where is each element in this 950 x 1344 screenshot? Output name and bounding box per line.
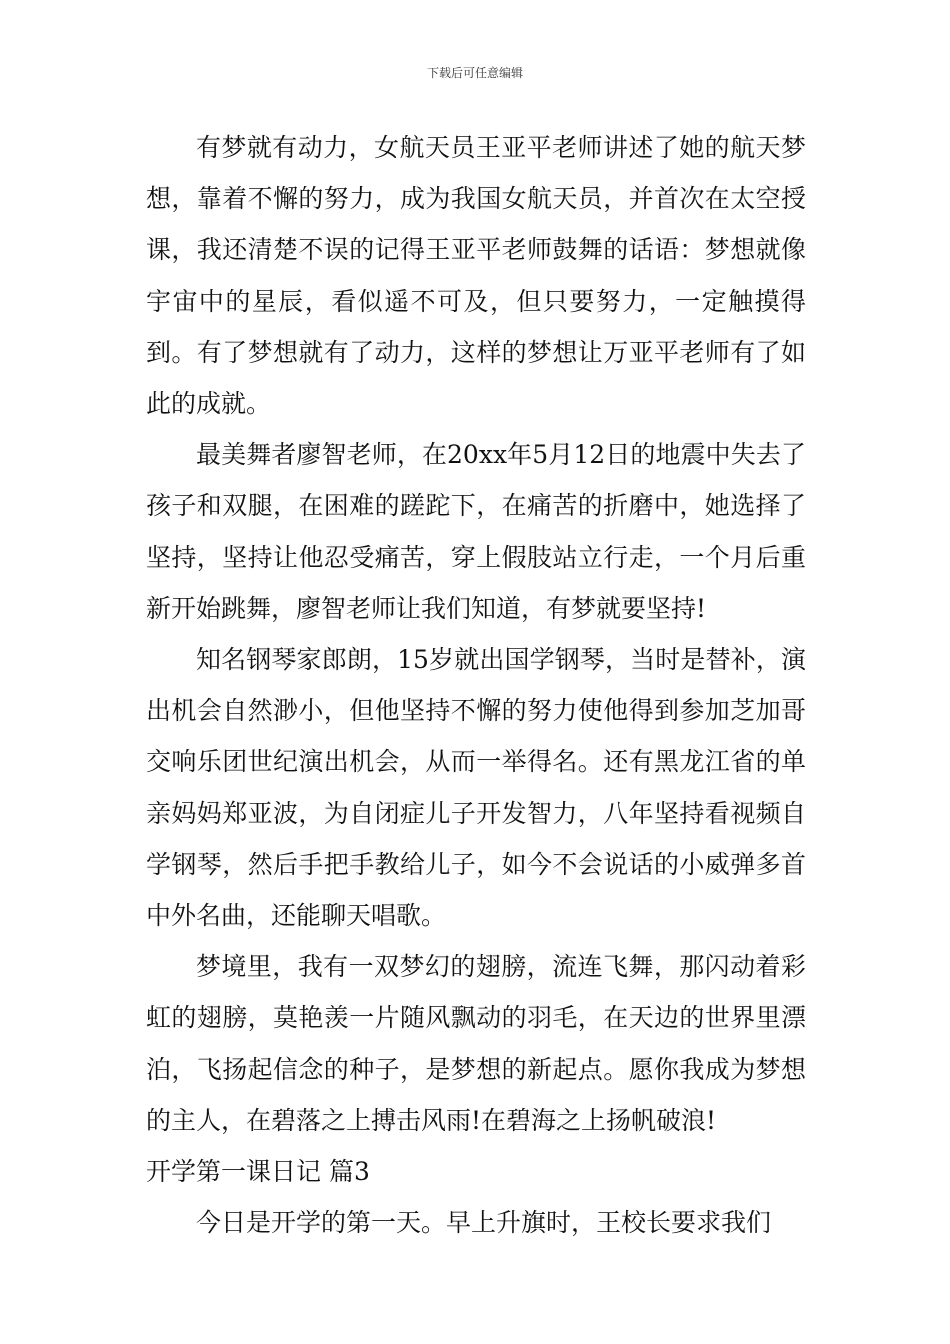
page-header: 下载后可任意编辑 [426,66,523,80]
document-body [146,122,806,1248]
paragraph-3: 知名钢琴家郎朗，15岁就出国学钢琴，当时是替补，演出机会自然渺小，但他坚持不懈的努力使他得到参加芝加哥交响乐团世纪演出机会，从而一举得名。还有黑龙江省的单亲妈妈郑亚波，为自闭症儿子开发智力，八年坚持看视频自学钢琴，然后手把手教给儿子，如今不会说话的小威弹多首中外名曲，还能聊天唱歌。 [146,645,806,931]
paragraph-2: 最美舞者廖智老师，在20xx年5月12日的地震中失去了孩子和双腿，在困难的蹉跎下，在痛苦的折磨中，她选择了坚持，坚持让他忍受痛苦，穿上假肢站立行走，一个月后重新开始跳舞，廖智老师让我们知道，有梦就要坚持! [146,440,806,623]
paragraph-4: 梦境里，我有一双梦幻的翅膀，流连飞舞，那闪动着彩虹的翅膀，莫艳羡一片随风飘动的羽毛，在天边的世界里漂泊，飞扬起信念的种子，是梦想的新起点。愿你我成为梦想的主人，在碧落之上搏击风雨!在碧海之上扬帆破浪! [146,952,806,1135]
paragraph-1: 有梦就有动力，女航天员王亚平老师讲述了她的航天梦想，靠着不懈的努力，成为我国女航天员，并首次在太空授课，我还清楚不误的记得王亚平老师鼓舞的话语：梦想就像宇宙中的星辰，看似遥不可及，但只要努力，一定触摸得到。有了梦想就有了动力，这样的梦想让万亚平老师有了如此的成就。 [146,133,806,419]
paragraph-5: 今日是开学的第一天。早上升旗时，王校长要求我们 [196,1208,772,1238]
section-heading: 开学第一课日记 篇3 [146,1157,370,1187]
